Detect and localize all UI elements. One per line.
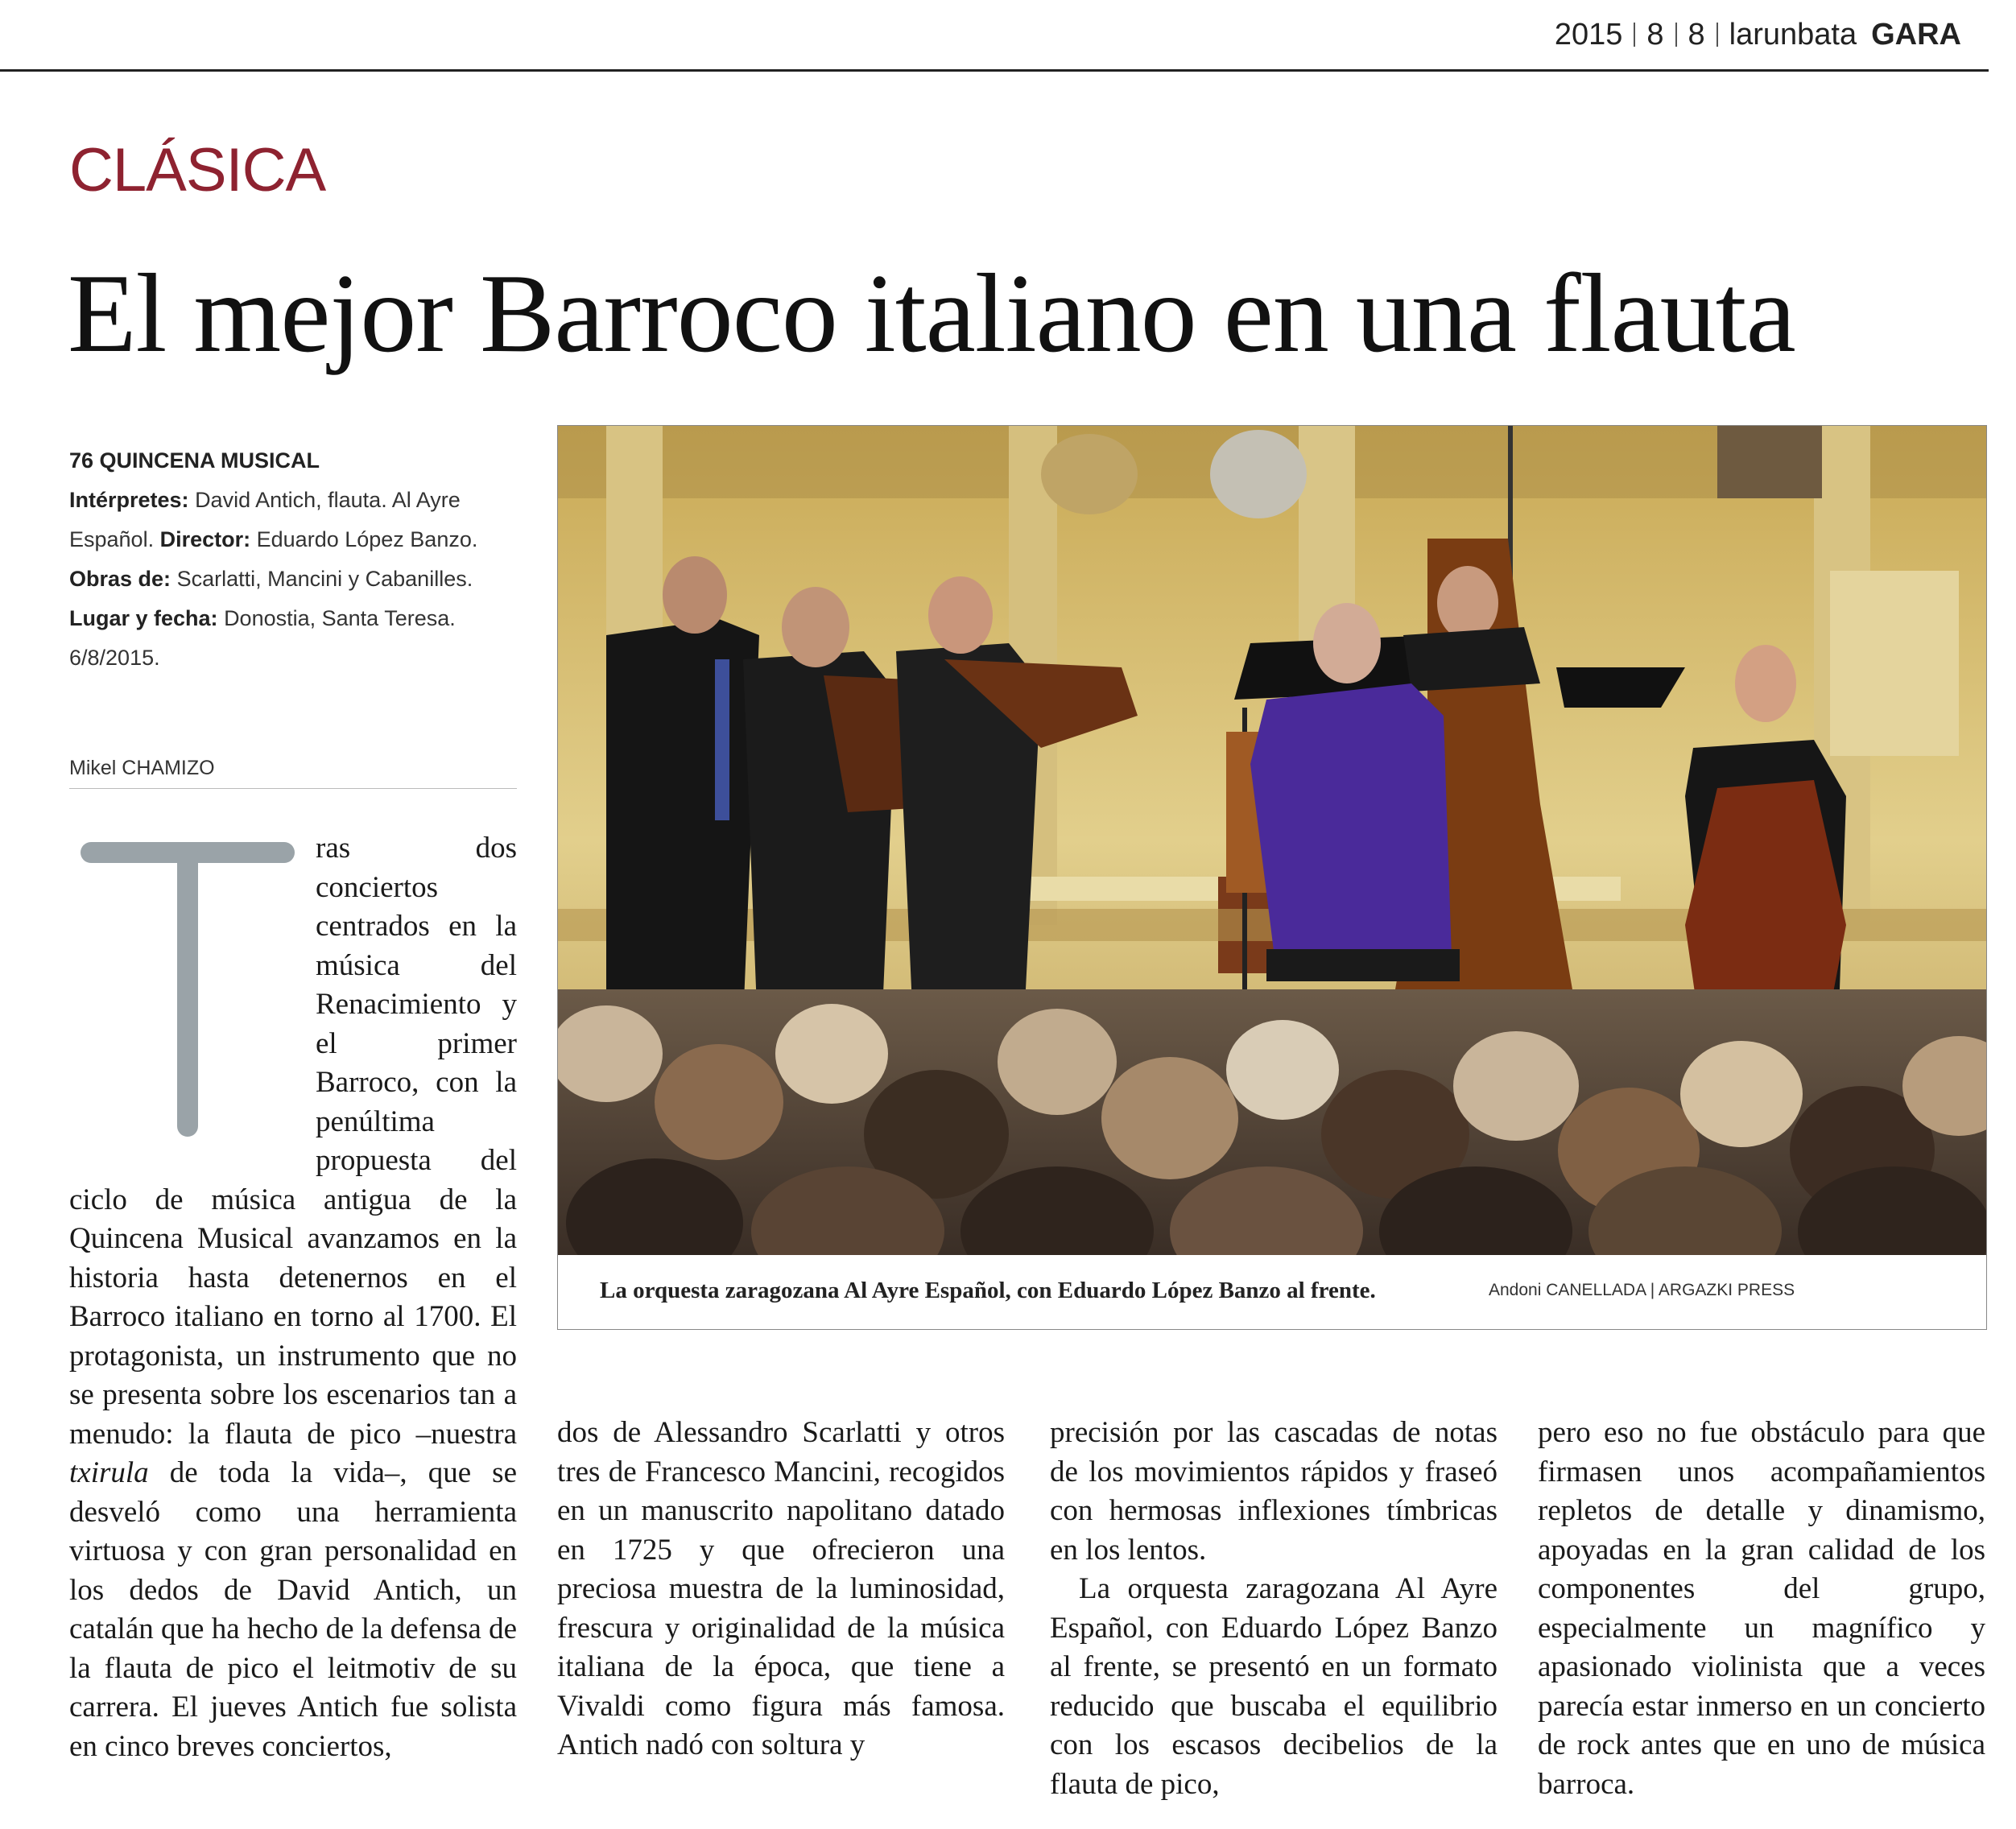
dateline xyxy=(1555,18,1961,52)
obras-label: Obras de: xyxy=(69,567,171,591)
publication-name: GARA xyxy=(1871,18,1961,52)
col3-paragraph-1: precisión por las cascadas de notas de los movimientos rápidos y fraseó con hermosas inflexiones tímbricas en los lentos. xyxy=(1050,1416,1498,1567)
lugar-value: Donostia, Santa Teresa. 6/8/2015. xyxy=(69,606,456,670)
section-label: CLÁSICA xyxy=(69,136,326,204)
date-year: 2015 xyxy=(1554,18,1623,52)
col3-paragraph-2: La orquesta zaragozana Al Ayre Español, con Eduardo López Banzo al frente, se presentó en un formato reducido que buscaba el equilibrio con los escasos decibelios de la flauta de pico, xyxy=(1050,1572,1498,1801)
drop-cap-t xyxy=(69,840,311,1145)
article-column-4 xyxy=(1538,1414,1985,1804)
article-column-3 xyxy=(1050,1414,1498,1804)
col2-text: dos de Alessandro Scarlatti y otros tres de Francesco Mancini, recogidos en un manuscrito napolitano datado en 1725 y que ofrecieron una preciosa muestra de la luminosidad, frescura y originalidad de la música italiana de la época, que tiene a Vivaldi como figura más famosa. Antich nadó con soltura y xyxy=(557,1416,1005,1761)
byline: Mikel CHAMIZO xyxy=(69,757,517,789)
director-label: Director: xyxy=(159,527,251,551)
date-month: 8 xyxy=(1646,18,1664,52)
interpretes-label: Intérpretes: xyxy=(69,488,189,512)
date-separator xyxy=(1634,23,1635,47)
fact-box-body xyxy=(69,481,520,678)
date-day: 8 xyxy=(1688,18,1705,52)
col1-italic: txirula xyxy=(69,1456,149,1489)
concert-photo xyxy=(558,426,1986,1255)
director-value: Eduardo López Banzo. xyxy=(256,527,478,551)
article-column-2 xyxy=(557,1414,1005,1765)
date-separator xyxy=(1675,23,1677,47)
concert-photo-illustration xyxy=(558,426,1986,1255)
article-column-1 xyxy=(69,829,517,1766)
page-header xyxy=(0,0,1989,71)
photo-caption: La orquesta zaragozana Al Ayre Español, con Eduardo López Banzo al frente. xyxy=(600,1278,1376,1303)
date-weekday: larunbata xyxy=(1729,18,1857,52)
obras-value: Scarlatti, Mancini y Cabanilles. xyxy=(176,567,473,591)
headline: El mejor Barroco italiano en una flauta xyxy=(68,251,1795,376)
header-rule xyxy=(0,69,1989,72)
col4-text: pero eso no fue obstáculo para que firmasen unos acompañamientos repletos de detalle y dinamismo, apoyadas en la gran calidad de los componentes del grupo, especialmente un magnífico y apasionado violinista que a veces parecía estar inmerso en un concierto de rock antes que en uno de música barroca. xyxy=(1538,1416,1985,1801)
date-separator xyxy=(1716,23,1718,47)
col1-tail: de toda la vida–, que se desveló como una herramienta virtuosa y con gran personalidad en los dedos de David Antich, un catalán que ha hecho de la defensa de la flauta de pico el leitmotiv de su carrera. El jueves Antich fue solista en cinco breves conciertos, xyxy=(69,1456,518,1763)
photo-frame xyxy=(557,425,1987,1330)
col1-text: ras dos conciertos centrados en la música del Renacimiento y el primer Barroco, con la penúltima propuesta del ciclo de música antigua de la Quincena Musical avanzamos en la historia hasta detenernos en el Barroco italiano en torno al 1700. El protagonista, un instrumento que no se presenta sobre los escenarios tan a menudo: la flauta de pico –nuestra xyxy=(69,832,517,1451)
fact-box xyxy=(69,441,520,678)
photo-credit: Andoni CANELLADA | ARGAZKI PRESS xyxy=(1489,1281,1795,1299)
lugar-label: Lugar y fecha: xyxy=(69,606,218,630)
interpretes-value: David Antich, flauta. Al Ayre Español. xyxy=(69,488,461,551)
fact-box-title: 76 QUINCENA MUSICAL xyxy=(69,448,320,473)
